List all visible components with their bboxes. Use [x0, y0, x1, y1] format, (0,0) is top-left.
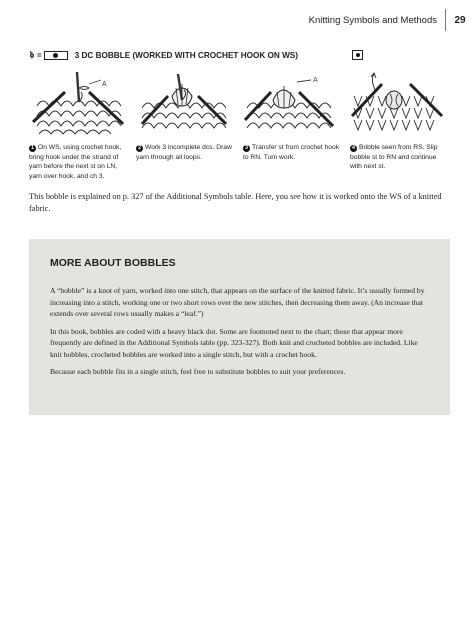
step-4-caption: 4 Bobble seen from RS. Slip bobble st to RN and continue with next st. [350, 144, 438, 171]
section-title: Knitting Symbols and Methods [308, 14, 437, 26]
step-1-illustration [29, 66, 127, 138]
intro-paragraph: This bobble is explained on p. 327 of the Additional Symbols table. Here, you see how it is worked onto the WS of a knitted fabric. [29, 192, 442, 214]
step-number: 4 [351, 145, 356, 151]
step-4-illustration [348, 66, 446, 138]
sidebar-box [29, 239, 450, 415]
step-number: 3 [244, 145, 249, 151]
step-3-illustration [241, 66, 339, 138]
bobble-dot-icon [53, 53, 58, 58]
sidebar-paragraph: A “bobble” is a knot of yarn, worked into one stitch, that appears on the surface of the knitted fabric. It’s usually formed by increasing into a stitch, working one or two short rows over the new stitches, then decreasing them away. (An increase that extends over several rows usually makes a “leaf.”) [50, 286, 425, 318]
sidebar-title: MORE ABOUT BOBBLES [50, 257, 176, 269]
page-number: 29 [454, 14, 466, 26]
panel-label: A [102, 81, 107, 88]
running-header [309, 9, 474, 31]
step-2-caption: 2 Work 3 incomplete dcs. Draw yarn through all loops. [136, 144, 232, 161]
symbol-equals: = [37, 51, 42, 60]
figure-title-row [29, 50, 298, 61]
figure-title: 3 DC BOBBLE (WORKED WITH CROCHET HOOK ON WS) [74, 51, 298, 60]
step-1-caption: 1 On WS, using crochet hook, bring hook under the strand of yarn before the next st on LN, yarn over hook, and ch 3. [29, 144, 122, 180]
bobble-symbol [44, 51, 68, 60]
sidebar-body [50, 285, 431, 384]
crochet-hook-icon [29, 50, 36, 61]
step-number: 1 [30, 145, 35, 151]
step-3-caption: 3 Transfer st from crochet hook to RN. Turn work. [243, 144, 340, 161]
sidebar-paragraph: In this book, bobbles are coded with a heavy black dot. Some are footnoted next to the chart; those that appear more frequently are defined in the Additional Symbols table (pp. 323-327). Both knit and crocheted bobbles are included. Like knit bobbles, crocheted bobbles are worked into a single stitch, but with a crochet hook. [50, 326, 418, 359]
bobble-dot-icon [356, 53, 360, 57]
step-number: 2 [137, 145, 142, 151]
step-2-illustration [134, 66, 232, 138]
panel-label: A [313, 77, 318, 84]
sidebar-paragraph: Because each bobble fits in a single stitch, feel free to substitute bobbles to suit your preferences. [50, 367, 346, 376]
bobble-symbol-rs [352, 50, 363, 60]
